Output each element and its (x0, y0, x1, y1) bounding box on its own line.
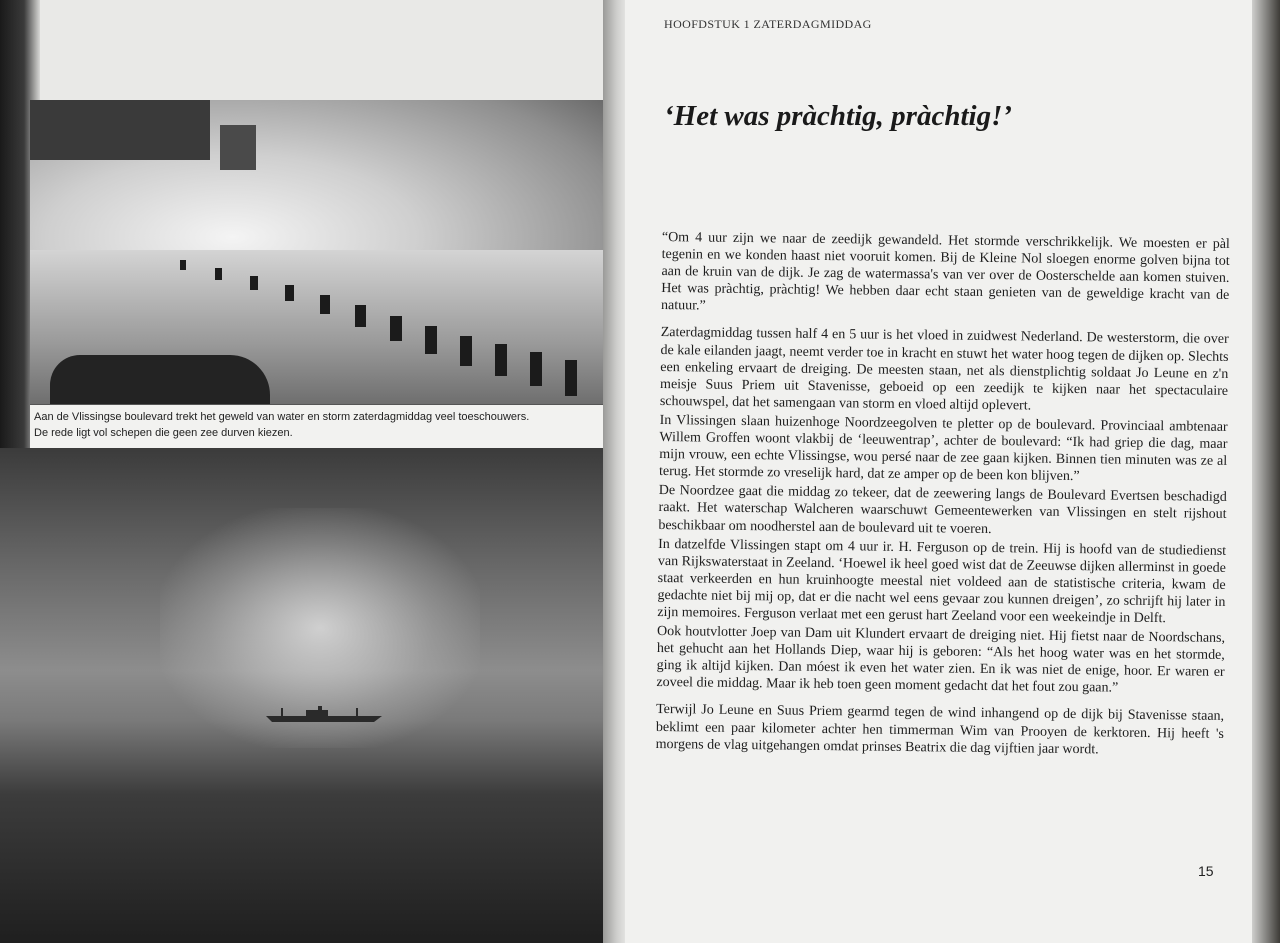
photo-rocks (50, 355, 270, 405)
paragraph-houtvlotter: Ook houtvlotter Joep van Dam uit Klundert ervaart de dreiging niet. Hij fietst naar de Noordschans, het gehucht aan het Hollands Diep, waar hij is geboren: “Als het hoog water was en het stormde, ging ik altijd kijken. Dan móest ik even het water zien. En ik was niet de enige, hoor. Er waren er zoveel die middag. Maar ik heb toen geen moment gedacht dat het fout zou gaan.” (656, 624, 1226, 696)
body-text (656, 229, 1230, 762)
paragraph-zaterdagmiddag: Zaterdagmiddag tussen half 4 en 5 uur is het vloed in zuidwest Nederland. De westerstorm, die over de kale eilanden jaagt, neemt verder toe in kracht en stuwt het water hoog tegen de dijken op. Slechts een enkeling ervaart de dreiging. De meesten staan, net als dienstplichtig soldaat Jo Leune en z'n meisje Suus Priem uit Stavenisse, geboeid op een zeedijk te kijken naar het spectaculaire schouwspel, dat het samengaan van storm en vloed altijd oplevert. (659, 325, 1229, 414)
running-head: HOOFDSTUK 1 ZATERDAGMIDDAG (664, 17, 872, 31)
ship-at-sea-storm-photo (0, 448, 608, 943)
photo-caption-line-2: De rede ligt vol schepen die geen zee durven kiezen. (34, 427, 293, 439)
photo-caption-line-1: Aan de Vlissingse boulevard trekt het geweld van water en storm zaterdagmiddag veel toeschouwers. (34, 411, 530, 423)
ship-silhouette (266, 706, 382, 722)
paragraph-vlissingen: In Vlissingen slaan huizenhoge Noordzeegolven te pletter op de boulevard. Provinciaal ambtenaar Willem Groffen woont vlakbij de ‘leeuwentrap’, achter de boulevard: “Ik had griep die dag, maar mijn vrouw, een echte Vlissingse, wou persé naar de zee gaan kijken. Binnen tien minuten was ze al terug. Het stormde zo vreselijk hard, dat ze amper op de been kon blijven.” (658, 412, 1228, 485)
paragraph-quote-zeedijk: “Om 4 uur zijn we naar de zeedijk gewandeld. Het stormde verschrikkelijk. We moesten er pàl tegenin en we konden haast niet vooruit komen. Bij de Kleine Nol sloegen enorme golven bijna tot aan de kruin van de dijk. Je zag de watermassa's van ver over de Oosterschelde aan komen stuiven. Het was pràchtig, pràchtig! We hebben daar echt staan genieten van de geweldige kracht van de natuur.” (660, 229, 1230, 314)
chapter-title: ‘Het was pràchtig, pràchtig!’ (664, 100, 1013, 132)
page-number: 15 (1198, 863, 1214, 879)
storm-surf-boulevard-photo (30, 100, 608, 405)
paragraph-ferguson: In datzelfde Vlissingen stapt om 4 uur ir. H. Ferguson op de trein. Hij is hoofd van de studiedienst van Rijkswaterstaat in Zeeland. ‘Hoewel ik heel goed wist dat de Zeeuwse dijken allerminst in goede staat verkeerden en hun kruinhoogte meestal niet voldeed aan de statistische criteria, kwam de gedachte niet bij mij op, dat er die nacht wel eens gevaar zou kunnen dreigen’, zo schrijft hij later in zijn memoires. Ferguson verlaat met een gerust hart Zeeland voor een weekeindje in Delft. (657, 536, 1227, 627)
paragraph-noordzee: De Noordzee gaat die middag zo tekeer, dat de zeewering langs de Boulevard Evertsen beschadigd raakt. Het waterschap Walcheren waarschuwt Gemeentewerken van Vlissingen en stelt rijshout beschikbaar om noodherstel aan de boulevard uit te voeren. (658, 483, 1227, 537)
book-right-edge (1252, 0, 1280, 943)
paragraph-stavenisse: Terwijl Jo Leune en Suus Priem gearmd tegen de wind inhangend op de dijk bij Stavenisse staan, beklimt een paar kilometer achter hen timmerman Wim van Prooyen de kerktoren. Hij heeft 's morgens de vlag uitgehangen omdat prinses Beatrix die dag vijftien jaar wordt. (655, 702, 1225, 757)
